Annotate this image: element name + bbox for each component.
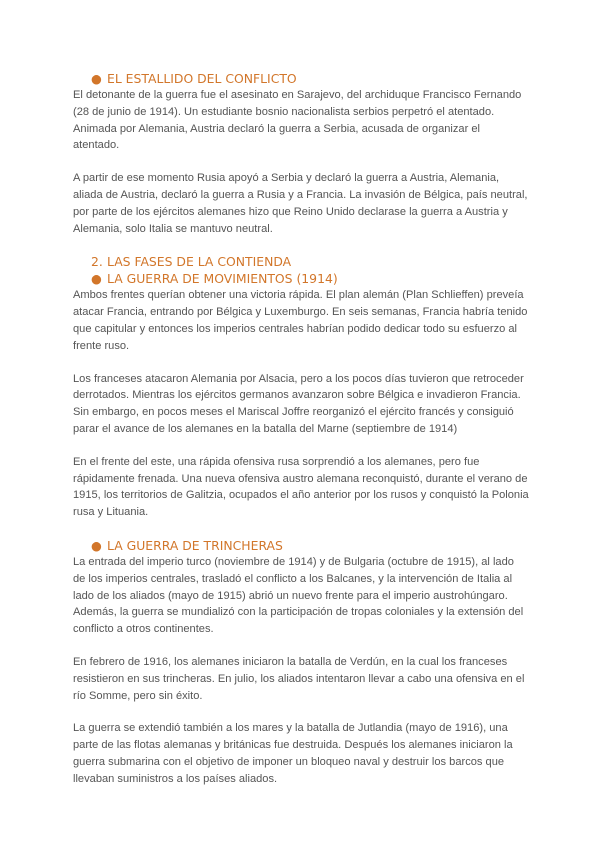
section-heading-estallido <box>73 70 529 87</box>
bullet-icon: ● <box>91 271 102 287</box>
section-heading-movimientos <box>73 270 529 287</box>
paragraph: En el frente del este, una rápida ofensiva rusa sorprendió a los alemanes, pero fue rápidamente frenada. Una nueva ofensiva austro alemana reconquistó, durante el verano de 1915, los territorios de Galitzia, ocupados el año anterior por los rusos y conquistó la Polonia rusa y Lituania. <box>73 455 529 519</box>
section-number: 2. <box>91 254 103 270</box>
section-heading-trincheras <box>73 537 529 554</box>
paragraph: La entrada del imperio turco (noviembre de 1914) y de Bulgaria (octubre de 1915), al lado de los imperios centrales, trasladó el conflicto a los Balcanes, y la intervención de Italia al lado de los aliados (mayo de 1915) abrió un nuevo frente para el imperio austrohúngaro. Además, la guerra se mundializó con la participación de tropas coloniales y la extensión del conflicto a otros continentes. <box>73 555 524 636</box>
paragraph: A partir de ese momento Rusia apoyó a Serbia y declaró la guerra a Austria, Alemania, aliada de Austria, declaró la guerra a Rusia y a Francia. La invasión de Bélgica, país neutral, por parte de los ejércitos alemanes hizo que Reino Unido declarase la guerra a Austria y Alemania, solo Italia se mantuvo neutral. <box>73 172 528 235</box>
section-heading-fases <box>73 253 529 270</box>
paragraph: El detonante de la guerra fue el asesinato en Sarajevo, del archiduque Francisco Fernando (28 de junio de 1914). Un estudiante bosnio nacionalista serbios perpetró el atentado. Animada por Alemania, Austria declaró la guerra a Serbia, acusada de organizar el atentado. <box>73 89 522 152</box>
document-content <box>73 70 529 788</box>
heading-text: EL ESTALLIDO DEL CONFLICTO <box>107 71 297 86</box>
paragraph: Ambos frentes querían obtener una victoria rápida. El plan alemán (Plan Schlieffen) preveía atacar Francia, entrando por Bélgica y Luxemburgo. En seis semanas, Francia habría tenido que capitular y entonces los imperios centrales habrían podido dedicar todo su esfuerzo al frente ruso. <box>73 289 528 352</box>
paragraph: La guerra se extendió también a los mares y la batalla de Jutlandia (mayo de 1916), una parte de las flotas alemanas y británicas fue destruida. Después los alemanes iniciaron la guerra submarina con el objetivo de imponer un bloqueo naval y destruir los barcos que llevaban suministros a los países aliados. <box>73 722 513 785</box>
bullet-icon: ● <box>91 537 102 553</box>
bullet-icon: ● <box>91 71 102 86</box>
heading-text: LA GUERRA DE TRINCHERAS <box>107 537 283 553</box>
paragraph: Los franceses atacaron Alemania por Alsacia, pero a los pocos días tuvieron que retroceder derrotados. Mientras los ejércitos germanos avanzaron sobre Bélgica e invadieron Francia. Sin embargo, en pocos meses el Mariscal Joffre reorganizó el ejército francés y consiguió parar el avance de los alemanes en la batalla del Marne (septiembre de 1914) <box>73 372 524 435</box>
paragraph: En febrero de 1916, los alemanes iniciaron la batalla de Verdún, en la cual los franceses resistieron en sus trincheras. En julio, los aliados intentaron llevar a cabo una ofensiva en el río Somme, pero sin éxito. <box>73 655 525 702</box>
heading-text: LA GUERRA DE MOVIMIENTOS (1914) <box>107 271 338 287</box>
heading-text: LAS FASES DE LA CONTIENDA <box>107 254 292 270</box>
